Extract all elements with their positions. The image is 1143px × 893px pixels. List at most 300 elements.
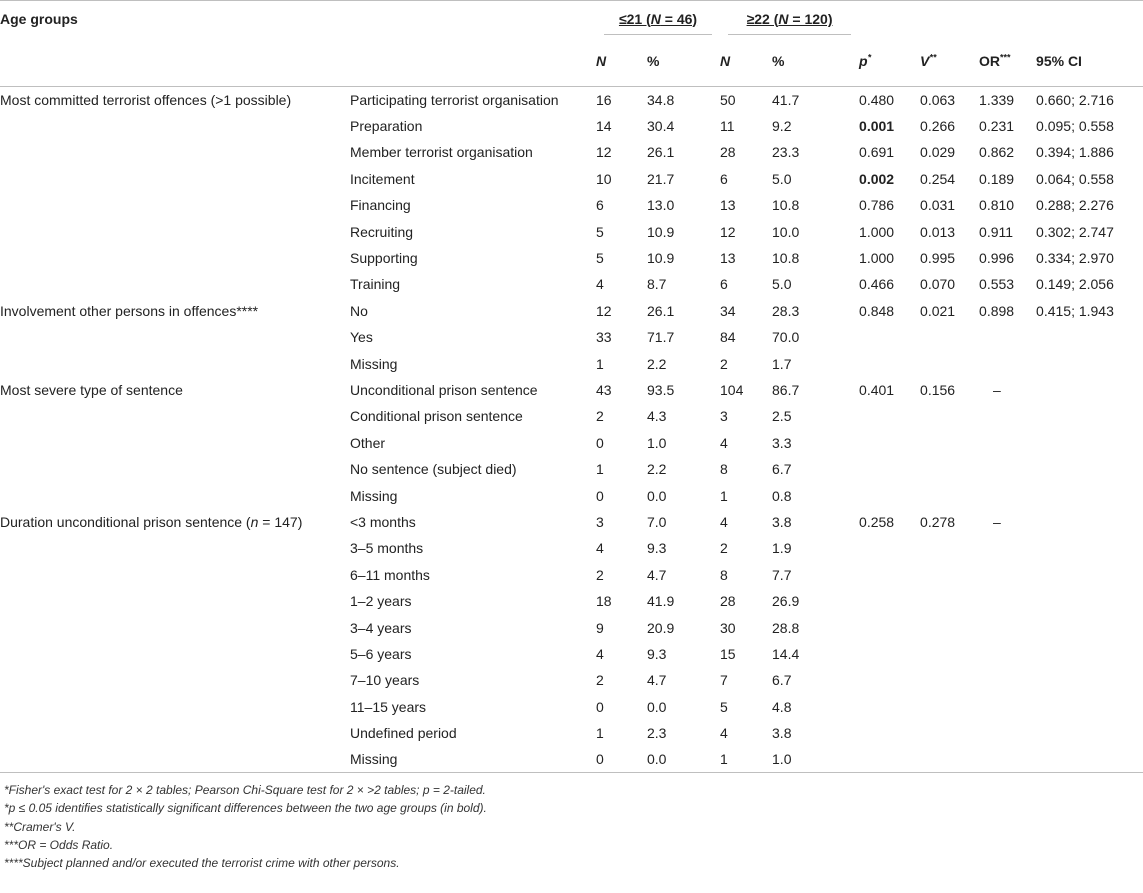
pct-old-cell: 3.8 — [772, 513, 792, 530]
cramers-v-cell: 0.013 — [920, 223, 956, 240]
p-value-cell: 1.000 — [859, 250, 895, 267]
footnote: **Cramer's V. — [4, 819, 76, 834]
n-old-cell: 8 — [720, 566, 728, 583]
pct-old-cell: 5.0 — [772, 170, 792, 187]
cramers-v-cell — [920, 430, 979, 456]
n-young-cell: 6 — [596, 197, 604, 214]
n-young-cell: 0 — [596, 434, 604, 451]
pct-young-cell: 4.7 — [647, 672, 667, 689]
cramers-v-cell: 0.021 — [920, 302, 956, 319]
col-pct2-header: % — [772, 53, 785, 70]
n-young-cell: 1 — [596, 355, 604, 372]
ci-cell — [1036, 482, 1143, 508]
footnote: *p ≤ 0.05 identifies statistically significant differences between the two age groups (in bold). — [4, 801, 487, 816]
n-young-cell: 4 — [596, 645, 604, 662]
category-cell — [0, 166, 350, 192]
n-young-cell: 0 — [596, 487, 604, 504]
ci-cell — [1036, 667, 1143, 693]
category-cell — [0, 720, 350, 746]
category-cell — [0, 614, 350, 640]
p-value-cell — [859, 614, 920, 640]
ci-cell — [1036, 456, 1143, 482]
category-cell — [0, 218, 350, 244]
n-young-cell: 14 — [596, 118, 612, 135]
table-row — [0, 430, 1143, 456]
cramers-v-cell — [920, 588, 979, 614]
pct-old-cell: 10.8 — [772, 250, 800, 267]
n-old-cell: 7 — [720, 672, 728, 689]
p-value-cell — [859, 403, 920, 429]
footnote: ****Subject planned and/or executed the terrorist crime with other persons. — [4, 856, 400, 871]
n-young-cell: 0 — [596, 698, 604, 715]
ci-cell — [1036, 377, 1143, 403]
odds-ratio-cell: 0.553 — [979, 276, 1015, 293]
pct-old-cell: 28.8 — [772, 619, 800, 636]
ci-cell: 0.334; 2.970 — [1036, 250, 1114, 267]
category-cell — [0, 746, 350, 772]
n-old-cell: 4 — [720, 434, 728, 451]
subcategory-cell: 5–6 years — [350, 645, 412, 662]
subcategory-cell: 3–4 years — [350, 619, 412, 636]
n-old-cell: 28 — [720, 593, 736, 610]
table-row — [0, 562, 1143, 588]
table-row — [0, 87, 1143, 113]
subcategory-cell: Missing — [350, 487, 398, 504]
odds-ratio-cell: 0.911 — [979, 223, 1014, 240]
p-value-cell — [859, 641, 920, 667]
table-row — [0, 245, 1143, 271]
category-cell — [0, 192, 350, 218]
ci-cell: 0.288; 2.276 — [1036, 197, 1114, 214]
pct-young-cell: 20.9 — [647, 619, 675, 636]
p-value-cell: 1.000 — [859, 223, 895, 240]
table-row — [0, 403, 1143, 429]
table-row — [0, 746, 1143, 772]
subcategory-cell: Yes — [350, 329, 373, 346]
col-n2-header: N — [720, 53, 731, 70]
category-cell — [0, 641, 350, 667]
cramers-v-cell: 0.031 — [920, 197, 956, 214]
cramers-v-cell — [920, 720, 979, 746]
category-cell — [0, 667, 350, 693]
ci-cell — [1036, 614, 1143, 640]
cramers-v-cell: 0.254 — [920, 170, 956, 187]
odds-ratio-cell — [979, 746, 1036, 772]
category-cell — [0, 456, 350, 482]
subcategory-cell: Other — [350, 434, 386, 451]
p-value-cell: 0.401 — [859, 381, 895, 398]
ci-cell — [1036, 403, 1143, 429]
table-row — [0, 667, 1143, 693]
p-value-cell: 0.691 — [859, 144, 895, 161]
pct-old-cell: 70.0 — [772, 329, 800, 346]
table-row — [0, 509, 1143, 535]
odds-ratio-cell — [979, 693, 1036, 719]
odds-ratio-cell — [979, 403, 1036, 429]
cramers-v-cell: 0.029 — [920, 144, 956, 161]
pct-old-cell: 3.3 — [772, 434, 792, 451]
n-young-cell: 33 — [596, 329, 612, 346]
ci-cell: 0.149; 2.056 — [1036, 276, 1114, 293]
odds-ratio-cell — [979, 614, 1036, 640]
p-value-cell — [859, 693, 920, 719]
pct-young-cell: 0.0 — [647, 751, 667, 768]
subcategory-cell: 11–15 years — [350, 698, 427, 715]
odds-ratio-cell: – — [993, 513, 1001, 530]
subcategory-cell: <3 months — [350, 513, 416, 530]
pct-young-cell: 9.3 — [647, 645, 667, 662]
odds-ratio-cell: 1.339 — [979, 91, 1015, 108]
odds-ratio-cell — [979, 562, 1036, 588]
n-young-cell: 1 — [596, 725, 604, 742]
table-row — [0, 456, 1143, 482]
col-v-header: V** — [920, 52, 937, 70]
n-young-cell: 2 — [596, 672, 604, 689]
subcategory-cell: No — [350, 302, 368, 319]
n-old-cell: 2 — [720, 540, 728, 557]
ci-cell: 0.660; 2.716 — [1036, 91, 1114, 108]
p-value-cell — [859, 350, 920, 376]
n-old-cell: 8 — [720, 461, 728, 478]
subcategory-cell: Member terrorist organisation — [350, 144, 533, 161]
ci-cell: 0.415; 1.943 — [1036, 302, 1114, 319]
n-old-cell: 34 — [720, 302, 736, 319]
col-pct1-header: % — [647, 53, 660, 70]
table-row — [0, 192, 1143, 218]
col-n1-header: N — [596, 53, 607, 70]
n-young-cell: 12 — [596, 302, 612, 319]
n-old-cell: 1 — [720, 751, 728, 768]
pct-young-cell: 0.0 — [647, 487, 667, 504]
table-footnotes — [0, 781, 1143, 872]
pct-old-cell: 2.5 — [772, 408, 792, 425]
subcategory-cell: Participating terrorist organisation — [350, 91, 559, 108]
ci-cell: 0.394; 1.886 — [1036, 144, 1114, 161]
n-old-cell: 1 — [720, 487, 728, 504]
subcategory-cell: Missing — [350, 355, 398, 372]
category-cell: Most committed terrorist offences (>1 possible) — [0, 91, 292, 108]
n-young-cell: 1 — [596, 461, 604, 478]
table-row — [0, 350, 1143, 376]
col-or-header: OR*** — [979, 52, 1011, 70]
p-value-cell — [859, 562, 920, 588]
subcategory-cell: Preparation — [350, 118, 423, 135]
subcategory-cell: Recruiting — [350, 223, 414, 240]
pct-young-cell: 4.3 — [647, 408, 667, 425]
pct-old-cell: 6.7 — [772, 672, 792, 689]
pct-young-cell: 13.0 — [647, 197, 675, 214]
odds-ratio-cell: 0.231 — [979, 118, 1015, 135]
category-cell: Most severe type of sentence — [0, 381, 183, 398]
pct-young-cell: 34.8 — [647, 91, 675, 108]
pct-old-cell: 28.3 — [772, 302, 800, 319]
pct-old-cell: 5.0 — [772, 276, 792, 293]
n-old-cell: 15 — [720, 645, 736, 662]
pct-young-cell: 1.0 — [647, 434, 667, 451]
pct-old-cell: 3.8 — [772, 725, 792, 742]
ci-cell: 0.095; 0.558 — [1036, 118, 1114, 135]
pct-young-cell: 10.9 — [647, 250, 675, 267]
pct-old-cell: 1.9 — [772, 540, 792, 557]
table-body — [0, 87, 1143, 773]
category-cell — [0, 403, 350, 429]
n-old-cell: 11 — [720, 118, 735, 135]
ci-cell — [1036, 562, 1143, 588]
category-cell: Duration unconditional prison sentence (n = 147) — [0, 513, 303, 530]
cramers-v-cell — [920, 482, 979, 508]
pct-young-cell: 41.9 — [647, 593, 675, 610]
cramers-v-cell — [920, 746, 979, 772]
p-value-cell — [859, 430, 920, 456]
pct-young-cell: 26.1 — [647, 302, 675, 319]
p-value-cell: 0.786 — [859, 197, 895, 214]
category-cell — [0, 693, 350, 719]
n-old-cell: 50 — [720, 91, 736, 108]
subcategory-cell: 6–11 months — [350, 566, 430, 583]
age-groups-header: Age groups — [0, 1, 350, 37]
p-value-cell: 0.001 — [859, 118, 895, 135]
table-row — [0, 139, 1143, 165]
pct-old-cell: 1.0 — [772, 751, 792, 768]
cramers-v-cell — [920, 324, 979, 350]
p-value-cell — [859, 720, 920, 746]
n-young-cell: 0 — [596, 751, 604, 768]
odds-ratio-cell: 0.810 — [979, 197, 1015, 214]
footnote: *Fisher's exact test for 2 × 2 tables; Pearson Chi-Square test for 2 × >2 tables; p = 2-tailed. — [4, 783, 486, 798]
category-cell — [0, 350, 350, 376]
cramers-v-cell: 0.278 — [920, 513, 956, 530]
subcategory-cell: No sentence (subject died) — [350, 461, 517, 478]
subcategory-cell: Financing — [350, 197, 411, 214]
cramers-v-cell — [920, 403, 979, 429]
n-young-cell: 2 — [596, 408, 604, 425]
pct-old-cell: 26.9 — [772, 593, 800, 610]
ci-cell — [1036, 350, 1143, 376]
col-ci-header: 95% CI — [1036, 53, 1082, 70]
pct-old-cell: 1.7 — [772, 355, 792, 372]
subcategory-cell: Supporting — [350, 250, 418, 267]
n-old-cell: 4 — [720, 725, 728, 742]
n-young-cell: 10 — [596, 170, 612, 187]
n-young-cell: 5 — [596, 223, 604, 240]
pct-young-cell: 10.9 — [647, 223, 675, 240]
pct-young-cell: 2.3 — [647, 725, 667, 742]
cramers-v-cell — [920, 667, 979, 693]
category-cell: Involvement other persons in offences**** — [0, 302, 259, 319]
n-old-cell: 2 — [720, 355, 728, 372]
cramers-v-cell — [920, 693, 979, 719]
cramers-v-cell — [920, 535, 979, 561]
group2-header: ≥22 (N = 120) — [720, 1, 859, 37]
pct-young-cell: 8.7 — [647, 276, 667, 293]
pct-old-cell: 14.4 — [772, 645, 800, 662]
pct-young-cell: 26.1 — [647, 144, 675, 161]
pct-young-cell: 7.0 — [647, 513, 667, 530]
ci-cell — [1036, 324, 1143, 350]
subcategory-cell: 3–5 months — [350, 540, 424, 557]
category-cell — [0, 139, 350, 165]
ci-cell — [1036, 641, 1143, 667]
table-row — [0, 218, 1143, 244]
ci-cell — [1036, 430, 1143, 456]
pct-old-cell: 0.8 — [772, 487, 792, 504]
odds-ratio-cell — [979, 430, 1036, 456]
n-young-cell: 4 — [596, 276, 604, 293]
category-cell — [0, 245, 350, 271]
subcategory-cell: Missing — [350, 751, 398, 768]
table-row — [0, 535, 1143, 561]
pct-old-cell: 86.7 — [772, 381, 800, 398]
pct-young-cell: 9.3 — [647, 540, 667, 557]
subcategory-cell: Undefined period — [350, 725, 457, 742]
table-row — [0, 482, 1143, 508]
p-value-cell — [859, 746, 920, 772]
group1-header: ≤21 (N = 46) — [596, 1, 720, 37]
odds-ratio-cell: – — [993, 381, 1001, 398]
category-cell — [0, 482, 350, 508]
n-old-cell: 13 — [720, 250, 736, 267]
table-row — [0, 166, 1143, 192]
n-young-cell: 9 — [596, 619, 604, 636]
odds-ratio-cell: 0.996 — [979, 250, 1015, 267]
table-row — [0, 298, 1143, 324]
ci-cell: 0.064; 0.558 — [1036, 170, 1114, 187]
n-young-cell: 16 — [596, 91, 612, 108]
pct-old-cell: 9.2 — [772, 118, 792, 135]
n-old-cell: 12 — [720, 223, 736, 240]
cramers-v-cell — [920, 641, 979, 667]
odds-ratio-cell — [979, 456, 1036, 482]
subcategory-cell: 7–10 years — [350, 672, 420, 689]
subcategory-cell: 1–2 years — [350, 593, 412, 610]
p-value-cell: 0.002 — [859, 170, 895, 187]
pct-old-cell: 41.7 — [772, 91, 800, 108]
n-old-cell: 30 — [720, 619, 736, 636]
table-row — [0, 614, 1143, 640]
odds-ratio-cell — [979, 482, 1036, 508]
subcategory-cell: Incitement — [350, 170, 415, 187]
n-old-cell: 28 — [720, 144, 736, 161]
cramers-v-cell — [920, 456, 979, 482]
p-value-cell — [859, 324, 920, 350]
pct-old-cell: 4.8 — [772, 698, 792, 715]
pct-old-cell: 23.3 — [772, 144, 800, 161]
pct-young-cell: 93.5 — [647, 381, 675, 398]
col-p-header: p* — [859, 52, 872, 70]
ci-cell — [1036, 693, 1143, 719]
odds-ratio-cell — [979, 535, 1036, 561]
cramers-v-cell — [920, 562, 979, 588]
n-young-cell: 43 — [596, 381, 612, 398]
p-value-cell — [859, 482, 920, 508]
category-cell — [0, 588, 350, 614]
odds-ratio-cell — [979, 350, 1036, 376]
n-old-cell: 13 — [720, 197, 736, 214]
p-value-cell: 0.480 — [859, 91, 895, 108]
category-cell — [0, 271, 350, 297]
category-cell — [0, 324, 350, 350]
n-old-cell: 104 — [720, 381, 744, 398]
cramers-v-cell — [920, 350, 979, 376]
category-cell — [0, 113, 350, 139]
footnote: ***OR = Odds Ratio. — [4, 838, 114, 853]
p-value-cell: 0.466 — [859, 276, 895, 293]
cramers-v-cell — [920, 614, 979, 640]
pct-old-cell: 10.8 — [772, 197, 800, 214]
p-value-cell: 0.848 — [859, 302, 895, 319]
n-young-cell: 12 — [596, 144, 612, 161]
ci-cell — [1036, 509, 1143, 535]
p-value-cell — [859, 588, 920, 614]
table-row — [0, 720, 1143, 746]
pct-young-cell: 21.7 — [647, 170, 675, 187]
subcategory-cell: Conditional prison sentence — [350, 408, 523, 425]
n-old-cell: 4 — [720, 513, 728, 530]
n-young-cell: 18 — [596, 593, 612, 610]
cramers-v-cell: 0.063 — [920, 91, 956, 108]
pct-old-cell: 10.0 — [772, 223, 800, 240]
ci-cell — [1036, 746, 1143, 772]
cramers-v-cell: 0.266 — [920, 118, 956, 135]
pct-young-cell: 30.4 — [647, 118, 675, 135]
odds-ratio-cell: 0.189 — [979, 170, 1015, 187]
ci-cell — [1036, 535, 1143, 561]
category-cell — [0, 562, 350, 588]
n-old-cell: 3 — [720, 408, 728, 425]
pct-old-cell: 6.7 — [772, 461, 792, 478]
odds-ratio-cell — [979, 641, 1036, 667]
table-row — [0, 693, 1143, 719]
ci-cell: 0.302; 2.747 — [1036, 223, 1114, 240]
pct-young-cell: 0.0 — [647, 698, 667, 715]
subcategory-cell: Training — [350, 276, 401, 293]
p-value-cell — [859, 535, 920, 561]
n-old-cell: 6 — [720, 276, 728, 293]
n-young-cell: 2 — [596, 566, 604, 583]
odds-ratio-cell: 0.898 — [979, 302, 1015, 319]
odds-ratio-cell — [979, 588, 1036, 614]
ci-cell — [1036, 720, 1143, 746]
table-row — [0, 641, 1143, 667]
category-cell — [0, 535, 350, 561]
table-row — [0, 113, 1143, 139]
table-row — [0, 588, 1143, 614]
pct-young-cell: 4.7 — [647, 566, 667, 583]
cramers-v-cell: 0.070 — [920, 276, 956, 293]
pct-young-cell: 71.7 — [647, 329, 675, 346]
p-value-cell — [859, 667, 920, 693]
odds-ratio-cell: 0.862 — [979, 144, 1015, 161]
odds-ratio-cell — [979, 720, 1036, 746]
cramers-v-cell: 0.156 — [920, 381, 956, 398]
n-old-cell: 5 — [720, 698, 728, 715]
ci-cell — [1036, 588, 1143, 614]
table-row — [0, 377, 1143, 403]
cramers-v-cell: 0.995 — [920, 250, 956, 267]
n-young-cell: 3 — [596, 513, 604, 530]
p-value-cell: 0.258 — [859, 513, 895, 530]
subcategory-cell: Unconditional prison sentence — [350, 381, 538, 398]
pct-young-cell: 2.2 — [647, 355, 667, 372]
odds-ratio-cell — [979, 667, 1036, 693]
n-young-cell: 5 — [596, 250, 604, 267]
n-old-cell: 84 — [720, 329, 736, 346]
n-young-cell: 4 — [596, 540, 604, 557]
pct-old-cell: 7.7 — [772, 566, 792, 583]
n-old-cell: 6 — [720, 170, 728, 187]
table-row — [0, 271, 1143, 297]
table-row — [0, 324, 1143, 350]
